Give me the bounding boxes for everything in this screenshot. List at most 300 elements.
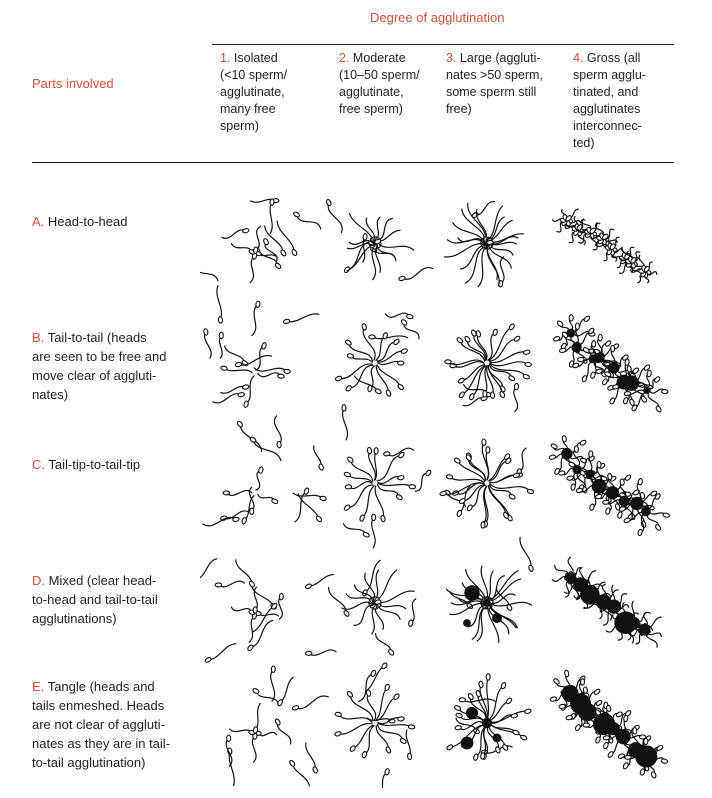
sperm-tail: [489, 571, 518, 601]
sperm-head: [482, 439, 486, 446]
sperm-head: [252, 688, 260, 695]
sperm-tail: [378, 244, 414, 251]
sperm-head: [305, 583, 312, 589]
sperm-tail: [469, 458, 486, 481]
sperm-head: [523, 349, 530, 355]
illustration-cell-r4-c3: [447, 537, 534, 642]
sperm-head: [440, 491, 447, 496]
sperm-tail: [338, 714, 372, 722]
sperm-head: [219, 332, 223, 339]
sperm-tail: [470, 486, 486, 508]
illustration-cell-r4-c1: [200, 559, 333, 663]
sperm-head: [280, 249, 287, 257]
sperm-tail: [488, 571, 494, 600]
sperm-tail: [225, 346, 245, 363]
sperm-tail: [450, 477, 484, 483]
illustration-cell-r1-c2: [293, 199, 414, 280]
illustration-cell-r2-c2: [335, 313, 419, 440]
sperm-head: [663, 513, 670, 518]
sperm-head: [278, 374, 285, 379]
sperm-head: [611, 345, 615, 352]
agglutinate-mass: [643, 387, 650, 394]
sperm-head: [400, 319, 407, 326]
sperm-tail: [406, 730, 410, 756]
sperm-head: [567, 476, 574, 481]
sperm-head: [396, 494, 404, 501]
sperm-tail: [487, 366, 493, 395]
sperm-head: [385, 389, 391, 396]
sperm-head: [575, 323, 579, 330]
sperm-head: [250, 508, 254, 514]
sperm-head: [271, 498, 278, 504]
sperm-tail: [347, 475, 372, 483]
sperm-tail: [277, 221, 294, 252]
sperm-head: [293, 211, 301, 218]
sperm-head: [253, 607, 257, 614]
sperm-tail: [274, 416, 281, 445]
sperm-tail: [309, 575, 334, 587]
sperm-head: [271, 666, 275, 673]
agglutinate-mass: [578, 703, 596, 721]
agglutinate-mass: [492, 613, 502, 623]
sperm-head: [374, 388, 382, 395]
table-rule: [32, 162, 674, 163]
sperm-head: [347, 353, 354, 359]
sperm-head: [292, 705, 299, 711]
sperm-head: [242, 228, 249, 234]
sperm-head: [647, 370, 652, 377]
sperm-head: [458, 391, 465, 399]
sperm-head: [362, 532, 370, 538]
sperm-tail: [376, 726, 388, 750]
sperm-head: [556, 320, 563, 327]
sperm-head: [248, 580, 255, 588]
sperm-head: [283, 319, 290, 324]
sperm-tail: [208, 644, 236, 660]
sperm-head: [624, 391, 631, 396]
sperm-head: [398, 276, 405, 282]
sperm-head: [655, 405, 662, 413]
sperm-head: [559, 348, 566, 353]
sperm-head: [495, 746, 501, 753]
sperm-head: [399, 738, 407, 745]
sperm-tail: [402, 268, 433, 280]
sperm-head: [476, 330, 482, 337]
sperm-tail: [292, 763, 309, 786]
agglutinate-mass: [630, 497, 643, 510]
sperm-head: [382, 332, 388, 339]
row-label-tangle: E. Tangle (heads and tails enmeshed. Heads are not clear of aggluti- nates as they are in tail- to-tail agglutination): [32, 679, 171, 770]
sperm-head: [579, 439, 587, 446]
sperm-head: [445, 360, 452, 364]
agglutinate-mass: [466, 707, 478, 719]
sperm-head: [261, 342, 267, 349]
sperm-head: [334, 731, 341, 737]
sperm-head: [479, 681, 484, 688]
sperm-head: [277, 441, 282, 448]
sperm-head: [232, 517, 239, 522]
agglutinate-mass: [463, 619, 471, 627]
sperm-tail: [372, 606, 375, 634]
sperm-head: [384, 684, 390, 691]
agglutinate-mass: [638, 624, 650, 636]
sperm-tail: [213, 394, 241, 403]
sperm-head: [638, 478, 643, 485]
sperm-head: [580, 679, 585, 686]
sperm-head: [592, 341, 596, 348]
agglutinate-mass: [627, 617, 640, 630]
column-header-moderate: 2. Moderate (10–50 sperm/ agglutinate, free sperm): [339, 51, 420, 116]
sperm-head: [464, 335, 471, 342]
sperm-tail: [200, 559, 217, 580]
sperm-tail: [256, 691, 279, 704]
agglutinate-mass: [608, 362, 620, 374]
sperm-head: [393, 693, 400, 700]
sperm-tail: [296, 696, 329, 709]
sperm-head: [223, 491, 229, 495]
sperm-head: [486, 674, 490, 681]
sperm-head: [644, 738, 648, 745]
illustration-cell-r3-c3: [440, 439, 534, 528]
sperm-head: [455, 725, 462, 730]
sperm-head: [492, 329, 498, 336]
agglutinate-mass: [606, 486, 619, 499]
sperm-tail: [372, 336, 408, 339]
sperm-head: [367, 447, 372, 454]
sperm-tail: [350, 694, 373, 720]
sperm-tail: [203, 518, 236, 526]
sperm-tail: [359, 673, 374, 701]
agglutinate-mass: [635, 745, 657, 767]
sperm-tail: [250, 621, 272, 648]
sperm-head: [359, 514, 365, 521]
sperm-tail: [256, 346, 264, 370]
sperm-head: [466, 504, 473, 512]
agglutinate-mass: [624, 375, 639, 390]
sperm-head: [655, 524, 662, 532]
sperm-head: [343, 610, 350, 618]
agglutinate-mass: [592, 479, 607, 494]
sperm-head: [500, 682, 506, 689]
sperm-head: [512, 730, 519, 736]
sperm-head: [384, 768, 390, 775]
sperm-head: [363, 234, 368, 241]
sperm-tail: [520, 537, 531, 568]
sperm-tail: [256, 704, 261, 731]
sperm-tail: [364, 726, 374, 755]
sperm-head: [549, 454, 556, 459]
sperm-head: [605, 508, 610, 515]
sperm-head: [473, 754, 479, 761]
sperm-head: [456, 510, 462, 517]
row-label-tail-tip-to-tail-tip: C. Tail-tip-to-tail-tip: [32, 457, 141, 472]
sperm-head: [318, 463, 324, 470]
sperm-head: [656, 745, 664, 752]
sperm-head: [456, 337, 463, 344]
illustration-cell-r1-c1: [200, 199, 298, 324]
sperm-head: [459, 498, 467, 505]
sperm-head: [575, 724, 582, 732]
sperm-tail: [460, 340, 485, 361]
sperm-tail: [378, 725, 404, 741]
sperm-tail: [270, 202, 272, 233]
sperm-head: [407, 753, 412, 760]
sperm-tail: [229, 751, 234, 785]
agglutinate-mass: [461, 737, 474, 750]
sperm-head: [637, 529, 643, 536]
sperm-head: [469, 393, 475, 400]
sperm-head: [570, 484, 575, 491]
sperm-head: [633, 728, 637, 735]
sperm-head: [345, 385, 352, 392]
sperm-head: [320, 496, 327, 501]
sperm-tail: [489, 457, 507, 481]
sperm-head: [454, 705, 462, 711]
sperm-head: [249, 436, 257, 443]
sperm-head: [528, 565, 534, 572]
sperm-tail: [375, 486, 383, 519]
sperm-head: [578, 357, 585, 362]
sperm-head: [623, 397, 629, 404]
sperm-head: [607, 473, 612, 480]
sperm-head: [661, 389, 668, 393]
sperm-head: [582, 347, 590, 354]
sperm-tail: [246, 376, 254, 404]
sperm-tail: [343, 408, 348, 440]
sperm-head: [490, 392, 495, 399]
agglutinate-mass: [572, 465, 581, 474]
header-rule: [212, 44, 674, 45]
column-header-gross: 4. Gross (all sperm agglu- tinated, and agglutinates interconnec- ted): [573, 51, 646, 150]
sperm-head: [564, 670, 569, 677]
sperm-tail: [297, 215, 321, 230]
sperm-head: [349, 745, 356, 752]
sperm-head: [583, 723, 590, 727]
sperm-tail: [362, 486, 374, 518]
sperm-head: [220, 366, 227, 371]
sperm-head: [581, 375, 587, 382]
sperm-head: [603, 736, 610, 740]
sperm-head: [589, 451, 593, 458]
column-header-large: 3. Large (aggluti- nates >50 sperm, some sperm still free): [446, 51, 543, 116]
sperm-head: [524, 708, 531, 714]
sperm-head: [480, 752, 485, 759]
sperm-head: [401, 348, 408, 354]
sperm-head: [607, 751, 614, 759]
sperm-tail: [355, 376, 379, 391]
sperm-head: [511, 713, 518, 718]
sperm-head: [602, 378, 609, 386]
sperm-head: [574, 446, 578, 453]
sperm-tail: [217, 286, 222, 320]
sperm-head: [346, 691, 353, 698]
sperm-tail: [329, 588, 347, 614]
sperm-head: [622, 762, 629, 770]
sperm-head: [562, 435, 567, 442]
sperm-tail: [490, 594, 515, 603]
sperm-head: [527, 489, 534, 494]
sperm-tail: [488, 206, 502, 240]
sperm-head: [242, 384, 249, 389]
sperm-head: [277, 699, 283, 707]
sperm-head: [344, 472, 351, 478]
sperm-tail: [490, 711, 528, 722]
sperm-head: [343, 504, 350, 511]
sperm-head: [623, 715, 628, 722]
illustration-cell-r1-c4: [553, 209, 657, 283]
agglutinate-mass: [561, 448, 572, 459]
sperm-head: [508, 375, 516, 382]
sperm-tail: [490, 724, 516, 733]
sperm-head: [279, 593, 283, 600]
sperm-head: [274, 718, 281, 726]
sperm-tail: [306, 743, 316, 770]
sperm-head: [569, 315, 573, 321]
sperm-tail: [376, 687, 387, 720]
sperm-head: [406, 314, 413, 319]
sperm-tail: [328, 203, 342, 233]
sperm-tail: [378, 604, 406, 609]
sperm-head: [597, 461, 601, 467]
sperm-head: [361, 323, 367, 330]
sperm-head: [583, 315, 590, 322]
illustration-cell-r5-c2: [334, 662, 415, 788]
sperm-head: [481, 522, 486, 529]
sperm-tail: [200, 266, 218, 281]
sperm-head: [253, 247, 258, 254]
sperm-tail: [354, 605, 373, 625]
sperm-head: [380, 515, 385, 522]
sperm-tail: [514, 387, 518, 412]
sperm-head: [483, 390, 487, 397]
sperm-head: [263, 238, 269, 246]
sperm-head: [383, 451, 390, 456]
sperm-tail: [344, 524, 367, 535]
sperm-tail: [489, 579, 520, 601]
sperm-head: [347, 456, 354, 463]
sperm-head: [247, 644, 254, 651]
sperm-head: [625, 359, 630, 366]
sperm-head: [218, 317, 222, 324]
sperm-head: [595, 699, 603, 706]
sperm-head: [243, 401, 249, 408]
sperm-head: [640, 768, 645, 775]
illustration-cell-r3-c1: [203, 416, 327, 526]
sperm-head: [603, 742, 609, 749]
sperm-head: [335, 712, 342, 717]
sperm-tail: [287, 314, 319, 322]
sperm-tail: [224, 368, 252, 372]
illustration-cell-r1-c3: [398, 202, 523, 288]
sperm-head: [559, 704, 566, 709]
sperm-head: [385, 746, 391, 754]
sperm-head: [408, 725, 415, 730]
sperm-head: [617, 511, 623, 518]
sperm-head: [289, 760, 296, 768]
sperm-head: [408, 620, 413, 627]
sperm-tail: [377, 218, 393, 240]
sperm-head: [274, 262, 281, 269]
sperm-tail: [342, 602, 372, 609]
agglutinate-mass: [571, 342, 581, 352]
sperm-head: [204, 657, 212, 664]
sperm-head: [513, 335, 520, 342]
sperm-tail: [252, 736, 256, 762]
header-title: Degree of agglutination: [370, 10, 505, 25]
sperm-tail: [481, 566, 487, 600]
agglutinate-mass: [483, 599, 491, 607]
agglutinate-mass: [586, 470, 595, 479]
sperm-head: [253, 727, 258, 734]
illustration-cell-r5-c3: [446, 674, 531, 761]
sperm-head: [455, 713, 462, 719]
sperm-head: [215, 583, 222, 587]
sperm-tail: [375, 570, 378, 600]
column-header-isolated: 1. Isolated (<10 sperm/ agglutinate, many free sperm): [220, 51, 288, 133]
sperm-head: [326, 199, 332, 206]
sperm-tail: [372, 517, 375, 547]
sperm-tail: [376, 336, 385, 360]
row-label-mixed: D. Mixed (clear head- to-head and tail-to-tail agglutinations): [32, 573, 158, 626]
sperm-head: [388, 649, 395, 656]
sperm-head: [203, 328, 208, 335]
sperm-head: [595, 736, 601, 743]
sperm-head: [425, 469, 432, 477]
sperm-head: [446, 744, 454, 751]
sperm-head: [487, 240, 494, 245]
sperm-head: [393, 338, 400, 345]
sperm-head: [409, 484, 416, 489]
sperm-head: [624, 474, 631, 481]
sperm-head: [589, 504, 595, 511]
sperm-head: [459, 698, 466, 702]
agglutinate-mass: [619, 496, 630, 507]
sperm-head: [603, 500, 610, 504]
agglutinate-mass: [616, 729, 631, 744]
sperm-head: [661, 758, 668, 763]
illustration-cell-r4-c4: [552, 557, 661, 647]
sperm-tail: [489, 366, 503, 389]
sperm-head: [553, 678, 560, 685]
sperm-head: [508, 323, 515, 331]
row-label-tail-to-tail: B. Tail-to-tail (heads are seen to be free and move clear of aggluti- nates): [32, 330, 167, 402]
sperm-tail: [280, 677, 293, 702]
sperm-head: [398, 361, 404, 365]
sperm-tail: [489, 339, 517, 361]
sperm-tail: [500, 257, 504, 284]
sperm-head: [627, 365, 632, 372]
sperm-head: [583, 687, 587, 694]
sperm-head: [623, 517, 631, 523]
sperm-head: [374, 448, 378, 455]
agglutinate-mass: [607, 600, 621, 614]
sperm-head: [372, 514, 376, 520]
sperm-tail: [250, 256, 254, 283]
sperm-tail: [226, 491, 252, 496]
sperm-head: [651, 771, 657, 778]
sperm-tail: [218, 581, 244, 587]
sperm-head: [523, 374, 530, 380]
sperm-head: [270, 199, 274, 206]
sperm-head: [454, 457, 462, 464]
sperm-head: [593, 688, 601, 695]
sperm-head: [258, 466, 263, 473]
sperm-head: [397, 475, 404, 480]
parts-involved-label: Parts involved: [32, 76, 114, 91]
sperm-tail: [309, 650, 336, 655]
sperm-head: [486, 447, 490, 454]
sperm-head: [305, 651, 312, 655]
